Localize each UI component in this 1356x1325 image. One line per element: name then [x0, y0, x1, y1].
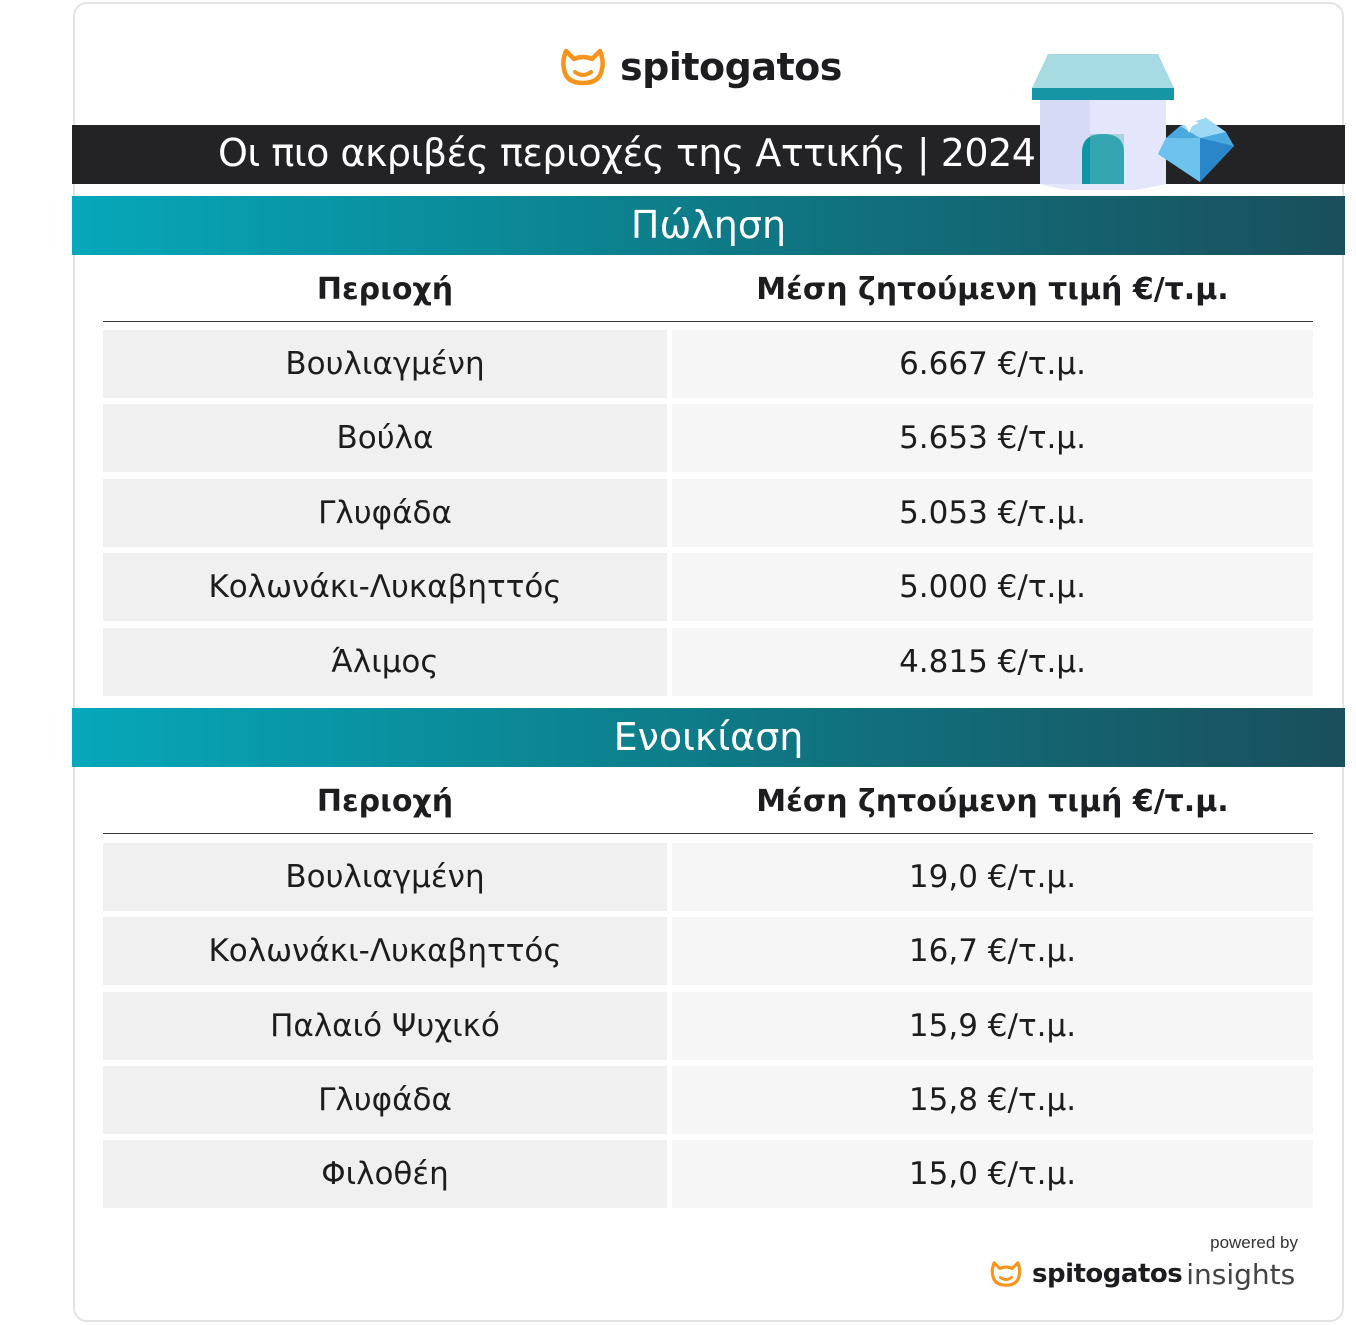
cat-head-icon	[990, 1260, 1022, 1288]
price-cell: 16,7 €/τ.μ.	[672, 917, 1313, 985]
column-header-price: Μέση ζητούμενη τιμή €/τ.μ.	[756, 784, 1229, 819]
house-icon	[1030, 50, 1240, 190]
brand-name: spitogatos	[620, 45, 842, 89]
area-cell: Φιλοθέη	[103, 1140, 667, 1208]
table-row	[103, 404, 1313, 472]
footer-brand-sub: insights	[1186, 1257, 1296, 1291]
table-row	[103, 628, 1313, 696]
price-cell: 6.667 €/τ.μ.	[672, 330, 1313, 398]
table-row	[103, 992, 1313, 1060]
table-row	[103, 1066, 1313, 1134]
page-title: Οι πιο ακριβές περιοχές της Αττικής | 2024	[218, 131, 1036, 175]
area-cell: Βουλιαγμένη	[103, 330, 667, 398]
price-cell: 5.053 €/τ.μ.	[672, 479, 1313, 547]
area-cell: Βουλιαγμένη	[103, 843, 667, 911]
price-cell: 15,0 €/τ.μ.	[672, 1140, 1313, 1208]
brand-logo	[560, 44, 842, 90]
footer-logo	[990, 1255, 1295, 1293]
price-cell: 15,8 €/τ.μ.	[672, 1066, 1313, 1134]
table-row	[103, 553, 1313, 621]
area-cell: Κολωνάκι-Λυκαβηττός	[103, 553, 667, 621]
table-row	[103, 479, 1313, 547]
area-cell: Άλιμος	[103, 628, 667, 696]
area-cell: Βούλα	[103, 404, 667, 472]
price-cell: 15,9 €/τ.μ.	[672, 992, 1313, 1060]
diamond-icon	[1158, 113, 1234, 182]
price-cell: 19,0 €/τ.μ.	[672, 843, 1313, 911]
price-cell: 4.815 €/τ.μ.	[672, 628, 1313, 696]
table-header-sale	[103, 259, 1313, 322]
section-header-rent: Ενοικίαση	[72, 708, 1345, 767]
table-header-rent	[103, 771, 1313, 834]
table-row	[103, 843, 1313, 911]
column-header-area: Περιοχή	[316, 272, 454, 307]
price-cell: 5.653 €/τ.μ.	[672, 404, 1313, 472]
table-row	[103, 1140, 1313, 1208]
powered-by-label: powered by	[1210, 1233, 1298, 1252]
footer-brand-name: spitogatos	[1032, 1259, 1183, 1289]
table-row	[103, 917, 1313, 985]
area-cell: Παλαιό Ψυχικό	[103, 992, 667, 1060]
table-row	[103, 330, 1313, 398]
column-header-area: Περιοχή	[316, 784, 454, 819]
cat-head-icon	[560, 47, 606, 87]
price-cell: 5.000 €/τ.μ.	[672, 553, 1313, 621]
area-cell: Κολωνάκι-Λυκαβηττός	[103, 917, 667, 985]
section-header-sale: Πώληση	[72, 196, 1345, 255]
area-cell: Γλυφάδα	[103, 1066, 667, 1134]
column-header-price: Μέση ζητούμενη τιμή €/τ.μ.	[756, 272, 1229, 307]
area-cell: Γλυφάδα	[103, 479, 667, 547]
